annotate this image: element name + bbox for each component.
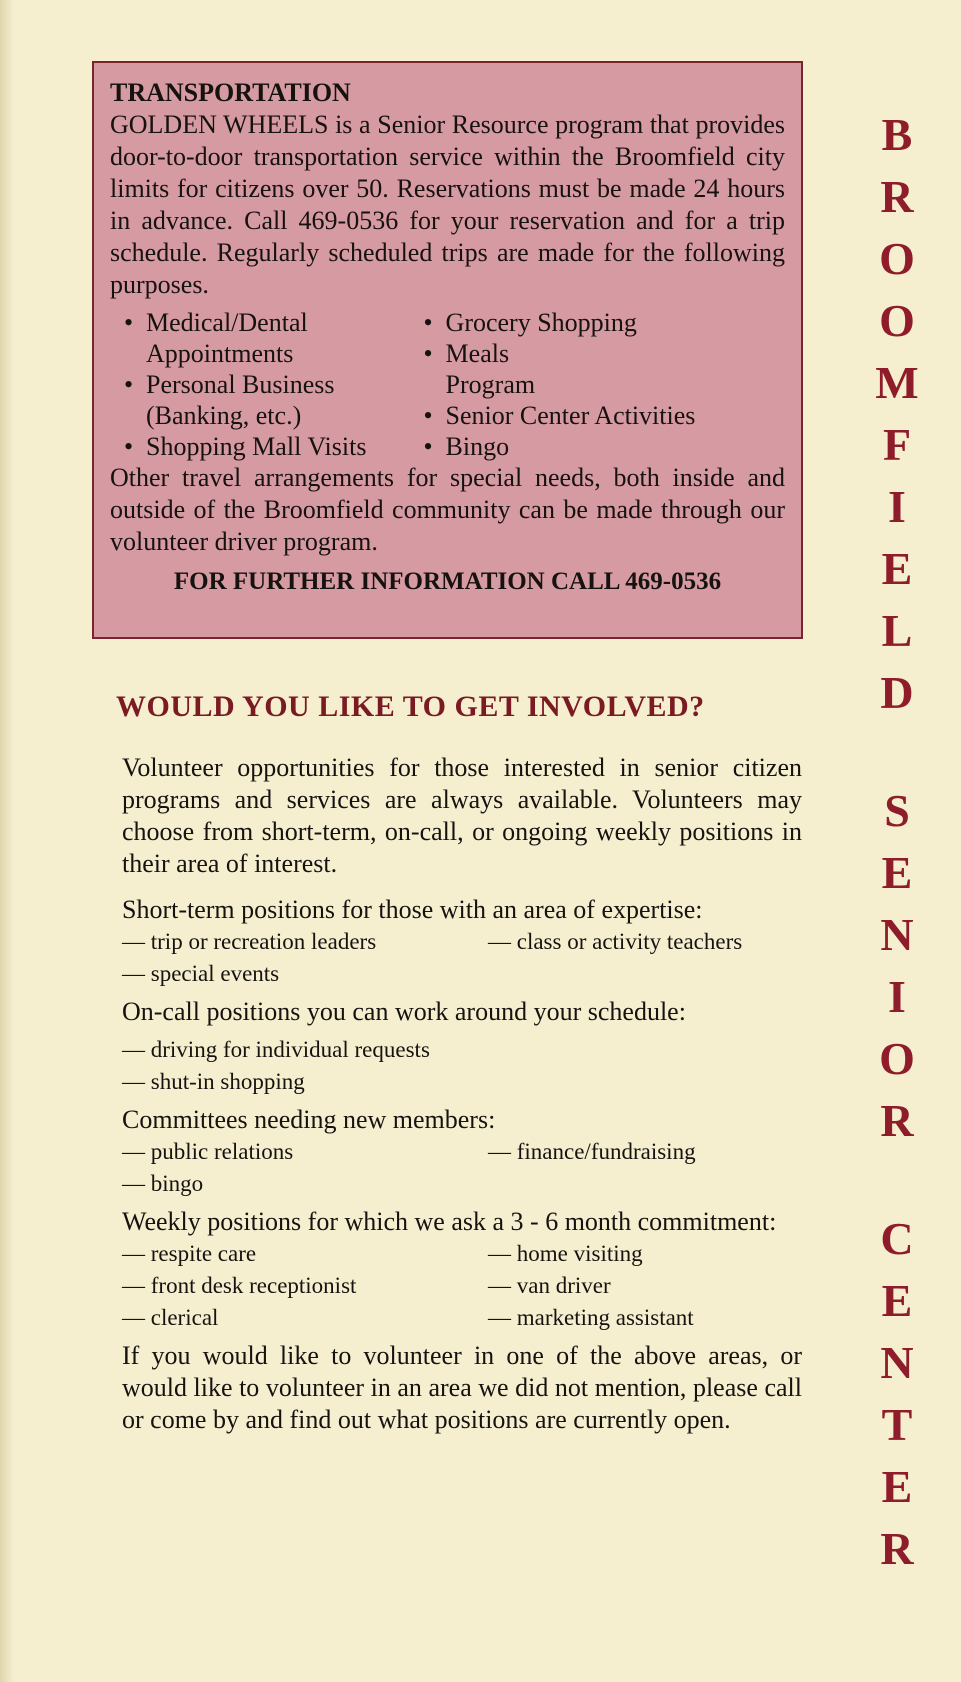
involved-heading: WOULD YOU LIKE TO GET INVOLVED? (116, 690, 705, 723)
title-letter: R (880, 1095, 914, 1146)
reverse-side-show-through (830, 80, 836, 106)
title-letter: R (880, 171, 914, 222)
further-info: FOR FURTHER INFORMATION CALL 469-0536 (173, 568, 722, 595)
list-item: — special events (122, 961, 280, 986)
list-item: • Personal Business (Banking, etc.) (124, 370, 335, 430)
list-item: • Shopping Mall Visits (124, 432, 367, 461)
list-item: — front desk receptionist (122, 1273, 357, 1298)
list-item: • Senior Center Activities (423, 401, 696, 430)
committees-row (122, 1136, 802, 1168)
title-letter: O (879, 1033, 915, 1084)
list-item: — van driver (488, 1273, 611, 1298)
bullet-icon: • (124, 308, 134, 337)
weekly-heading: Weekly positions for which we ask a 3 - 6 month commitment: (122, 1207, 777, 1236)
list-item: • Medical/Dental Appointments (124, 308, 308, 368)
title-letter: D (880, 667, 914, 718)
list-item: — marketing assistant (488, 1305, 694, 1330)
title-letter: E (881, 543, 913, 594)
short-term-row (122, 926, 802, 958)
weekly-row (122, 1270, 802, 1302)
bullet-icon: • (124, 370, 134, 399)
list-item: — respite care (122, 1241, 257, 1266)
volunteer-closing: If you would like to volunteer in one of the above areas, or would like to volunteer in an area we did not mention, please call or come by and find out what positions are currently open. (122, 1341, 802, 1434)
trip-purposes-left (116, 307, 416, 462)
list-item: — public relations (122, 1139, 294, 1164)
transportation-heading: TRANSPORTATION (110, 78, 351, 107)
title-letter: I (888, 971, 906, 1022)
vertical-title (862, 109, 932, 1672)
committees-heading: Committees needing new members: (122, 1105, 496, 1134)
volunteer-content (122, 752, 802, 1436)
list-item: • Bingo (423, 432, 510, 461)
title-letter: E (881, 1461, 913, 1512)
bullet-icon: • (124, 432, 134, 461)
bullet-icon: • (423, 401, 433, 430)
list-item: • Meals Program (423, 339, 536, 399)
short-term-heading: Short-term positions for those with an area of expertise: (122, 895, 703, 924)
paper-edge (0, 0, 14, 1682)
bullet-icon: • (423, 339, 433, 368)
list-item: — bingo (122, 1171, 204, 1196)
bullet-icon: • (423, 432, 433, 461)
title-letter: F (882, 419, 912, 470)
bullet-icon: • (423, 308, 433, 337)
transportation-box (92, 61, 803, 639)
other-travel-note: Other travel arrangements for special needs, both inside and outside of the Broomfield community can be made through our volunteer driver program. (110, 463, 785, 556)
title-letter: B (881, 109, 913, 160)
title-letter: O (879, 233, 915, 284)
title-letter: R (880, 1523, 914, 1574)
weekly-row (122, 1238, 802, 1270)
title-letter: N (880, 1337, 914, 1388)
transportation-description: GOLDEN WHEELS is a Senior Resource program that provides door-to-door transportation service within the Broomfield city limits for citizens over 50. Reservations must be made 24 hours in advance. Call 469-0536 for your reservation and for a trip schedule. Regularly scheduled trips are made for the following purposes. (110, 110, 785, 299)
list-item: — shut-in shopping (122, 1069, 305, 1094)
trip-purposes (110, 307, 785, 462)
volunteer-intro: Volunteer opportunities for those interested in senior citizen programs and services are always available. Volunteers may choose from short-term, on-call, or ongoing weekly positions in their area of interest. (122, 753, 802, 878)
title-letter: S (884, 785, 910, 836)
list-item: — finance/fundraising (488, 1139, 696, 1164)
on-call-heading: On-call positions you can work around your schedule: (122, 997, 686, 1026)
title-letter: M (875, 357, 919, 408)
list-item: • Grocery Shopping (423, 308, 637, 337)
list-item: — clerical (122, 1305, 219, 1330)
title-letter: T (881, 1399, 913, 1450)
list-item: — class or activity teachers (488, 929, 743, 954)
title-letter: L (881, 605, 913, 656)
title-letter: E (881, 847, 913, 898)
title-letter: E (881, 1275, 913, 1326)
list-item: — driving for individual requests (122, 1037, 430, 1062)
weekly-row (122, 1302, 802, 1334)
title-letter: C (880, 1213, 914, 1264)
list-item: — home visiting (488, 1241, 643, 1266)
title-letter: O (879, 295, 915, 346)
title-letter: I (888, 481, 906, 532)
title-letter: N (880, 909, 914, 960)
list-item: — trip or recreation leaders (122, 929, 377, 954)
trip-purposes-right (416, 307, 785, 462)
